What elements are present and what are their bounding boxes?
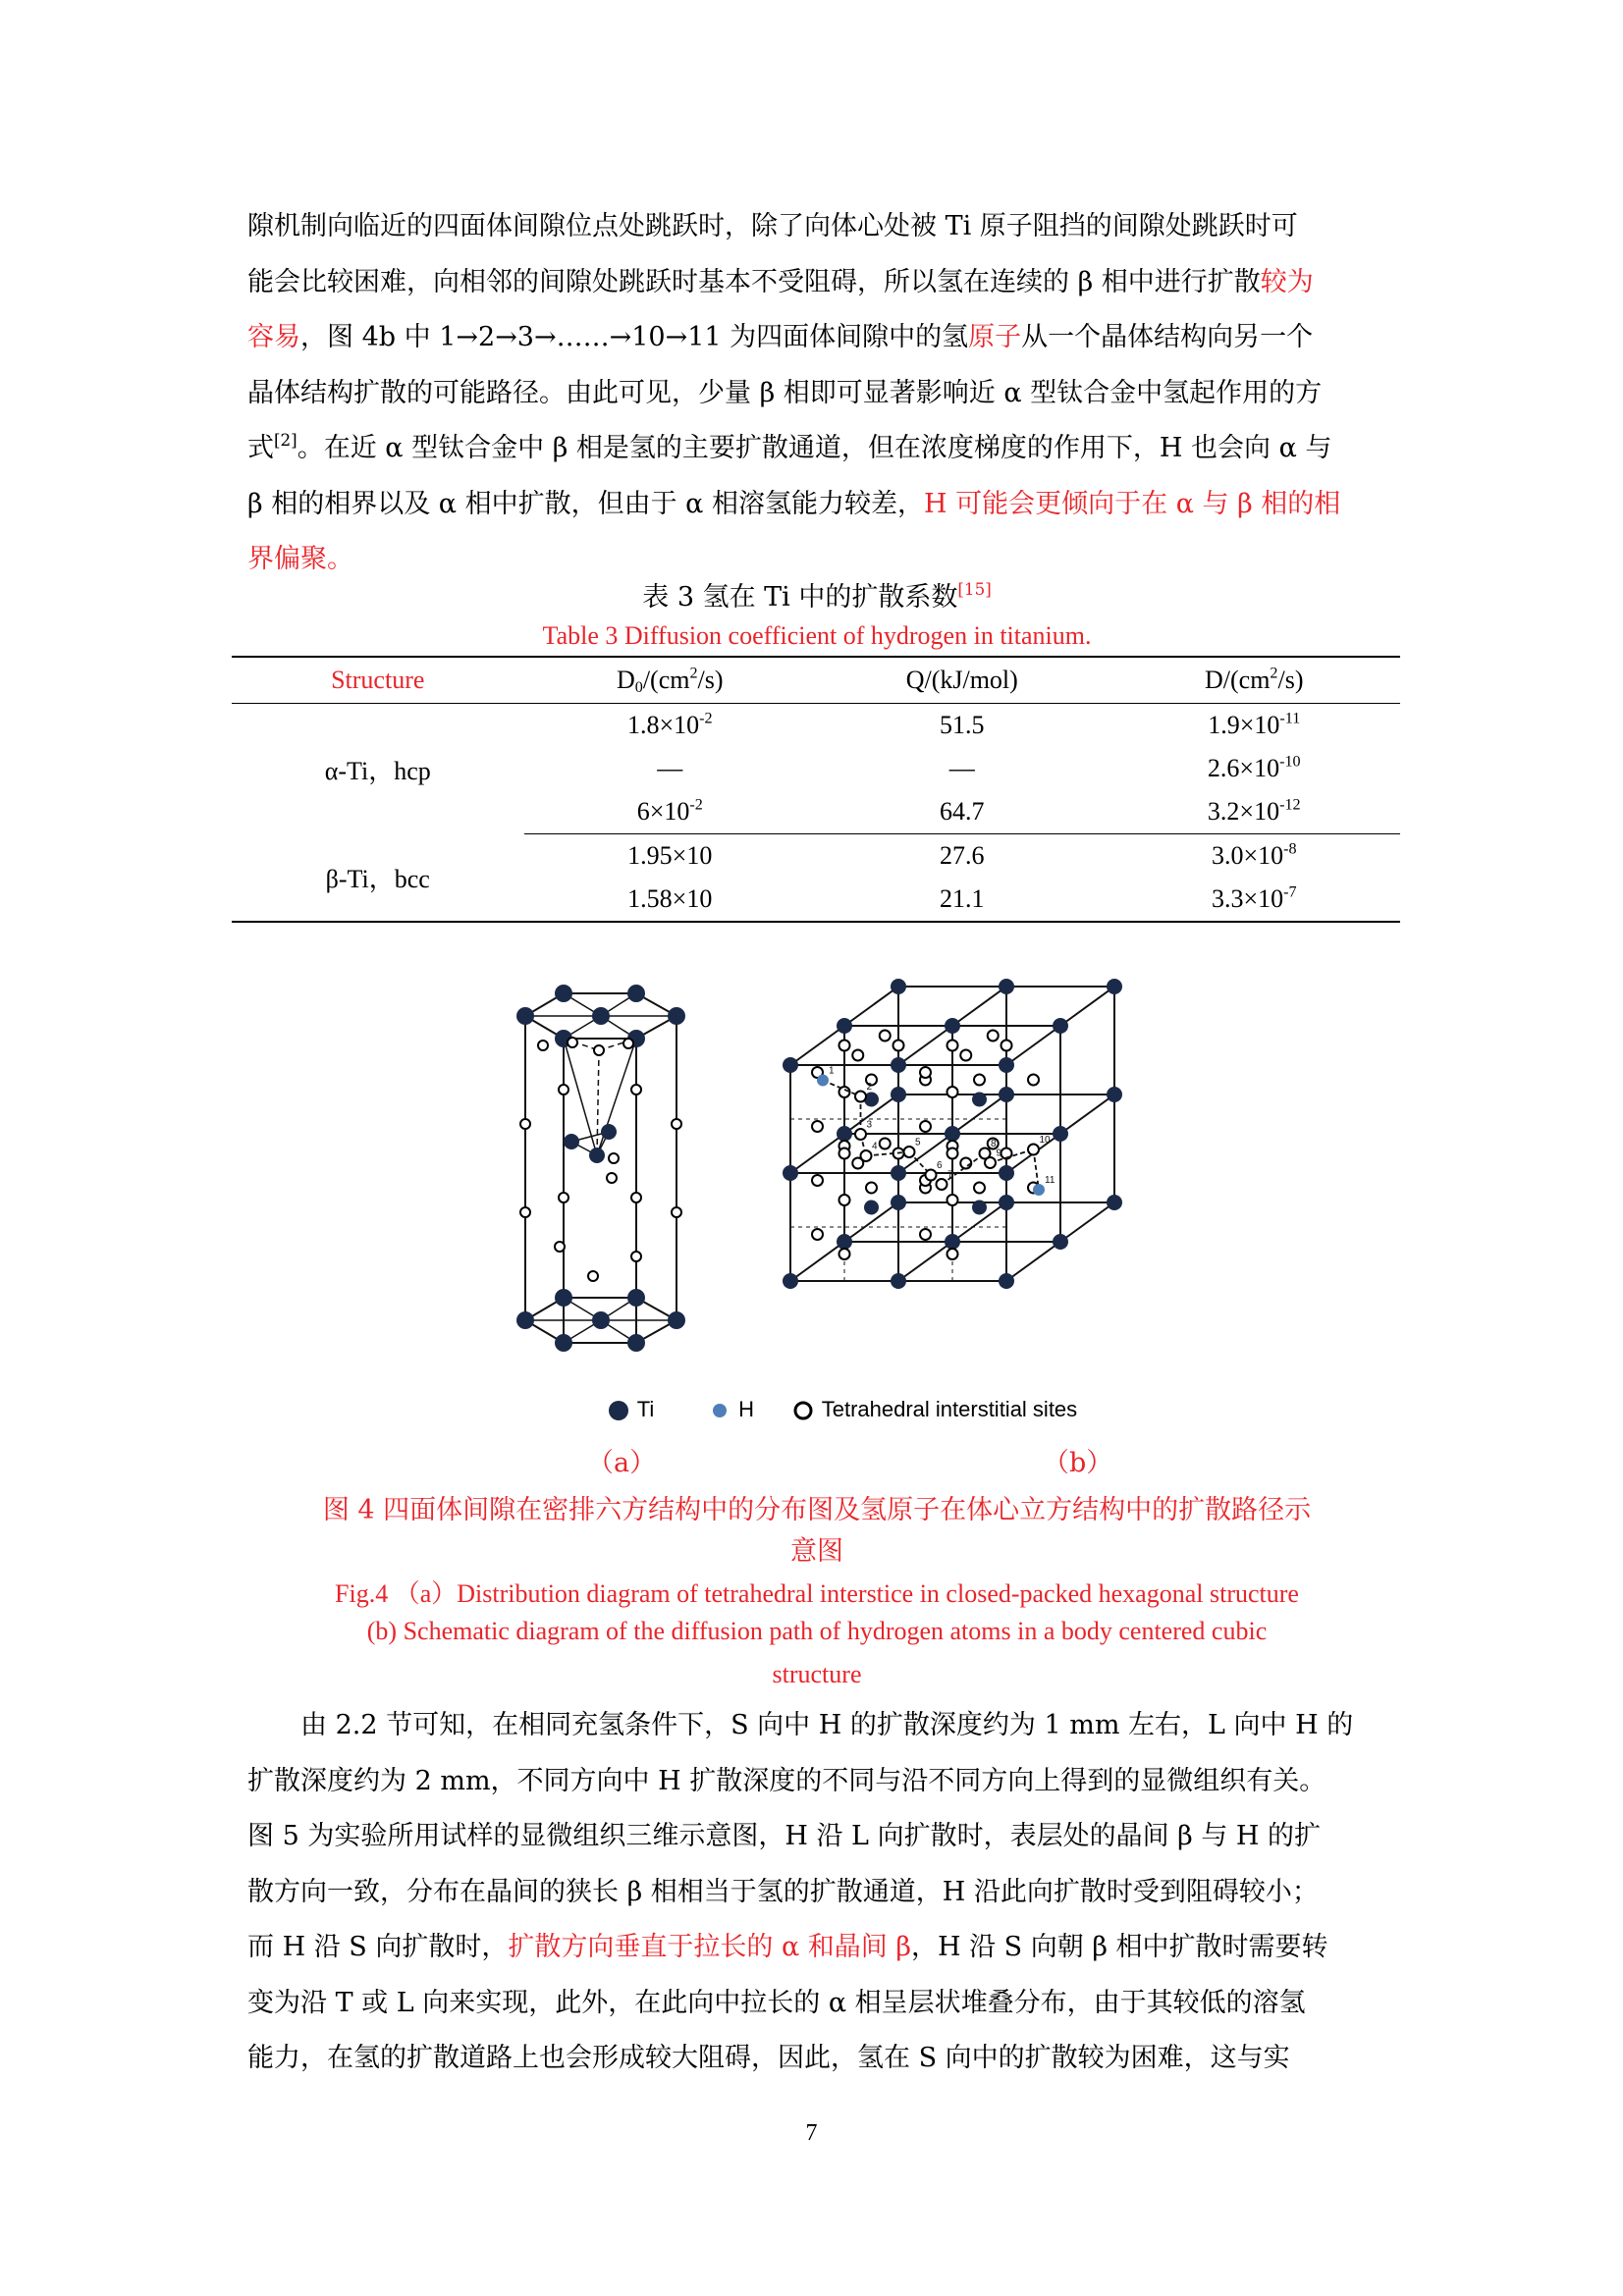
lattice-edge — [1006, 1026, 1060, 1065]
figure-caption-en-1: Fig.4 （a）Distribution diagram of tetrahedral interstice in closed-packed hexagonal structure — [335, 1579, 1299, 1608]
interstitial-site — [1028, 1145, 1039, 1155]
lattice-edge — [898, 1242, 952, 1281]
figure-caption-cn-1: 图 4 四面体间隙在密排六方结构中的分布图及氢原子在体心立方结构中的扩散路径示 — [322, 1495, 1312, 1525]
interstitial-site — [812, 1121, 823, 1132]
cell-d0: 1.95×10 — [627, 841, 713, 870]
lattice-edge — [952, 987, 1006, 1026]
text-line: β 相的相界以及 α 相中扩散，但由于 α 相溶氢能力较差，H 可能会更倾向于在 α 与 β 相的相 — [247, 488, 1341, 519]
interstitial-site — [893, 1041, 904, 1051]
interstitial-site — [920, 1229, 931, 1240]
interstitial-site — [812, 1229, 823, 1240]
text-line: 容易，图 4b 中 1→2→3→……→10→11 为四面体间隙中的氢原子从一个晶体结构向另一个 — [247, 322, 1314, 352]
lattice-edge — [790, 1242, 844, 1281]
path-step-label: 10 — [1039, 1135, 1051, 1146]
ti-atom — [1053, 1234, 1068, 1250]
interstitial-site — [559, 1193, 568, 1202]
cell-q: 51.5 — [940, 711, 985, 739]
interstitial-site — [520, 1207, 530, 1217]
ti-atom — [864, 1201, 879, 1215]
interstitial-site — [588, 1271, 598, 1281]
cell-d: $3.3\times 10^{-7}$ — [1109, 878, 1401, 922]
ti-atom — [972, 1093, 987, 1107]
interstitial-site — [985, 1157, 996, 1168]
interstitial-site — [672, 1207, 681, 1217]
interstitial-site — [631, 1193, 641, 1202]
interstitial-site — [988, 1031, 999, 1041]
text-line: 式[2]。在近 α 型钛合金中 β 相是氢的主要扩散通道，但在浓度梯度的作用下，H 也会向 α 与 — [247, 430, 1332, 463]
interstitial-site — [631, 1252, 641, 1261]
ti-atom-icon — [606, 1398, 631, 1423]
ti-atom — [891, 1195, 906, 1210]
ti-atom — [601, 1124, 617, 1140]
lattice-edge — [1060, 1095, 1114, 1134]
ti-atom — [627, 1334, 645, 1352]
text-line: 散方向一致，分布在晶间的狭长 β 相相当于氢的扩散通道，H 沿此向扩散时受到阻碍较小； — [247, 1876, 1319, 1907]
paragraph-bottom — [247, 1698, 1386, 2087]
ti-atom — [592, 1311, 610, 1329]
cell-q: — — [948, 754, 975, 782]
text-line: 晶体结构扩散的可能路径。由此可见，少量 β 相即可显著影响近 α 型钛合金中氢起作用的方 — [247, 377, 1323, 408]
figure-4-diagram — [447, 972, 1252, 1384]
ti-atom — [564, 1134, 579, 1149]
table-caption-en: Table 3 Diffusion coefficient of hydrogen in titanium. — [542, 621, 1092, 650]
path-step-label: 8 — [991, 1139, 997, 1149]
cell-d: $3.2\times 10^{-12}$ — [1109, 790, 1401, 834]
cell-d0: 1.58×10 — [524, 878, 817, 922]
header-d0: $D_0/(cm^2/s)$ — [524, 657, 817, 704]
ti-atom — [945, 1018, 960, 1034]
interstitial-site — [926, 1170, 937, 1181]
ti-atom — [999, 1057, 1014, 1073]
ti-atom — [592, 1007, 610, 1025]
cell-d0: — — [657, 754, 683, 782]
path-step-label: 11 — [1045, 1175, 1055, 1186]
ti-atom — [589, 1148, 605, 1163]
interstitial-site — [880, 1139, 891, 1149]
lattice-edge — [1060, 987, 1114, 1026]
interstitial-site — [880, 1031, 891, 1041]
cell-d0: $1.8\times 10^{-2}$ — [626, 710, 713, 739]
ti-atom — [555, 985, 572, 1002]
path-step-label: 7 — [947, 1169, 953, 1181]
text-line: 而 H 沿 S 向扩散时，扩散方向垂直于拉长的 α 和晶间 β，H 沿 S 向朝 β 相中扩散时需要转 — [247, 1932, 1328, 1962]
ti-atom — [555, 1289, 572, 1307]
citation-ref: [2] — [274, 430, 298, 451]
cell-d0: $6\times 10^{-2}$ — [524, 790, 817, 834]
text-line: 图 5 为实验所用试样的显微组织三维示意图，H 沿 L 向扩散时，表层处的晶间 β 与 H 的扩 — [247, 1821, 1322, 1851]
ti-atom — [837, 1234, 852, 1250]
interstitial-site — [839, 1195, 850, 1205]
ti-atom — [1107, 1087, 1122, 1102]
ti-atom — [783, 1273, 798, 1289]
interstitial-site — [960, 1050, 971, 1061]
header-structure: Structure — [232, 657, 524, 704]
ti-atom — [891, 979, 906, 994]
ti-atom — [945, 1126, 960, 1142]
paragraph-top — [247, 199, 1386, 588]
text-line: 能会比较困难，向相邻的间隙处跳跃时基本不受阻碍，所以氢在连续的 β 相中进行扩散较为 — [247, 266, 1314, 297]
interstitial-site — [520, 1119, 530, 1129]
cell-q: 27.6 — [940, 841, 985, 870]
ti-atom — [668, 1007, 685, 1025]
interstitial-site — [631, 1085, 641, 1095]
interstitial-site — [594, 1045, 604, 1055]
ti-atom — [627, 985, 645, 1002]
interstitial-site — [538, 1041, 548, 1050]
interstitial-site — [855, 1092, 866, 1102]
lattice-edge — [1060, 1202, 1114, 1242]
ti-atom — [1107, 979, 1122, 994]
legend-ti: Ti — [606, 1397, 654, 1423]
path-step-label: 9 — [996, 1148, 1002, 1159]
h-atom — [1033, 1184, 1045, 1196]
path-step-label: 2 — [866, 1082, 873, 1093]
interstitial-site — [1001, 1041, 1012, 1051]
lattice-edge — [597, 1039, 636, 1155]
interstitial-site — [607, 1173, 617, 1183]
interstitial-site — [947, 1041, 958, 1051]
interstitial-site — [852, 1050, 863, 1061]
interstitial-site — [559, 1085, 568, 1095]
cell-q: 21.1 — [816, 878, 1109, 922]
legend-h: H — [707, 1397, 754, 1423]
path-step-label: 1 — [829, 1065, 835, 1077]
interstitial-site — [855, 1129, 866, 1140]
interstitial-site — [947, 1087, 958, 1097]
table-row — [232, 834, 1400, 879]
table-row — [232, 704, 1400, 748]
header-d: $D/(cm^2/s)$ — [1109, 657, 1401, 704]
legend-sites: Tetrahedral interstitial sites — [790, 1397, 1077, 1423]
hcp-structure-diagram — [516, 985, 685, 1352]
interstitial-site — [974, 1183, 985, 1194]
table-header-row — [232, 657, 1400, 704]
interstitial-site — [623, 1039, 633, 1048]
lattice-edge — [1006, 1242, 1060, 1281]
ti-atom — [516, 1007, 534, 1025]
interstitial-site — [555, 1242, 565, 1252]
interstitial-site — [839, 1041, 850, 1051]
interstitial-site — [839, 1249, 850, 1259]
interstitial-site — [1028, 1075, 1039, 1086]
lattice-edge — [790, 1134, 844, 1173]
ti-atom — [627, 1289, 645, 1307]
subfigure-label-a: （a） — [587, 1448, 657, 1478]
path-step-label: 3 — [866, 1119, 873, 1131]
ti-atom — [668, 1311, 685, 1329]
interstitial-site — [861, 1150, 872, 1161]
ti-atom — [891, 1165, 906, 1181]
path-step-label: 4 — [872, 1141, 878, 1152]
ti-atom — [945, 1234, 960, 1250]
ti-atom — [516, 1311, 534, 1329]
ti-atom — [783, 1057, 798, 1073]
ti-atom — [783, 1165, 798, 1181]
interstitial-site — [947, 1249, 958, 1259]
cell-d: $1.9\times 10^{-11}$ — [1208, 710, 1301, 739]
interstitial-site — [947, 1195, 958, 1205]
ti-atom — [999, 1087, 1014, 1102]
text-line: 扩散深度约为 2 mm，不同方向中 H 扩散深度的不同与沿不同方向上得到的显微组织有关。 — [247, 1765, 1326, 1796]
ti-atom — [1107, 1195, 1122, 1210]
diffusion-table — [232, 656, 1400, 923]
header-q: Q/(kJ/mol) — [816, 657, 1109, 704]
ti-atom — [837, 1126, 852, 1142]
interstitial-site — [974, 1075, 985, 1086]
cell-q: 64.7 — [816, 790, 1109, 834]
figure-caption-en-3: structure — [772, 1660, 862, 1688]
lattice-edge — [844, 987, 898, 1026]
interstitial-site — [937, 1179, 947, 1190]
lattice-edge — [898, 1026, 952, 1065]
interstitial-site — [609, 1153, 619, 1163]
path-step-label: 5 — [915, 1137, 921, 1148]
ti-atom — [891, 1087, 906, 1102]
interstitial-site — [812, 1175, 823, 1186]
interstitial-site-icon — [790, 1398, 816, 1423]
figure-caption-en-2: (b) Schematic diagram of the diffusion path of hydrogen atoms in a body centered cubic — [366, 1617, 1268, 1645]
ti-atom — [1053, 1126, 1068, 1142]
interstitial-site — [947, 1148, 958, 1159]
cell-d: $2.6\times 10^{-10}$ — [1207, 753, 1301, 782]
text-line: 变为沿 T 或 L 向来实现，此外，在此向中拉长的 α 相呈层状堆叠分布，由于其较低的溶氢 — [247, 1987, 1306, 2018]
text-line: 能力，在氢的扩散道路上也会形成较大阻碍，因此，氢在 S 向中的扩散较为困难，这与实 — [247, 2043, 1290, 2073]
text-line: 界偏聚。 — [247, 544, 353, 574]
ti-atom — [972, 1201, 987, 1215]
path-step-label: 6 — [937, 1160, 943, 1171]
interstitial-site — [568, 1038, 577, 1047]
figure-caption-cn-2: 意图 — [790, 1536, 843, 1567]
subfigure-label-b: （b） — [1043, 1448, 1113, 1478]
interstitial-site — [866, 1183, 877, 1194]
page-number: 7 — [805, 2120, 818, 2146]
interstitial-site — [920, 1067, 931, 1078]
ti-atom — [999, 979, 1014, 994]
lattice-edge — [597, 1050, 599, 1155]
ti-atom — [999, 1195, 1014, 1210]
interstitial-site — [672, 1119, 681, 1129]
group-beta: β-Ti，bcc — [232, 834, 524, 923]
h-atom-icon — [707, 1398, 732, 1423]
ti-atom — [999, 1273, 1014, 1289]
interstitial-site — [920, 1121, 931, 1132]
table-caption-cn: 表 3 氢在 Ti 中的扩散系数[15] — [642, 579, 992, 613]
ti-atom — [837, 1018, 852, 1034]
ti-atom — [555, 1334, 572, 1352]
lattice-edge — [790, 1026, 844, 1065]
interstitial-site — [904, 1147, 915, 1157]
text-line: 隙机制向临近的四面体间隙位点处跳跃时，除了向体心处被 Ti 原子阻挡的间隙处跳跃时可 — [247, 211, 1298, 241]
ti-atom — [1053, 1018, 1068, 1034]
cell-d: $3.0\times 10^{-8}$ — [1211, 840, 1297, 870]
ti-atom — [891, 1057, 906, 1073]
interstitial-site — [839, 1148, 850, 1159]
ti-atom — [891, 1273, 906, 1289]
group-alpha: α-Ti，hcp — [324, 756, 431, 785]
ti-atom — [999, 1165, 1014, 1181]
h-atom — [817, 1075, 829, 1087]
text-line: 由 2.2 节可知，在相同充氢条件下，S 向中 H 的扩散深度约为 1 mm 左右，L 向中 H 的 — [300, 1710, 1354, 1740]
bcc-structure-diagram — [783, 979, 1122, 1289]
